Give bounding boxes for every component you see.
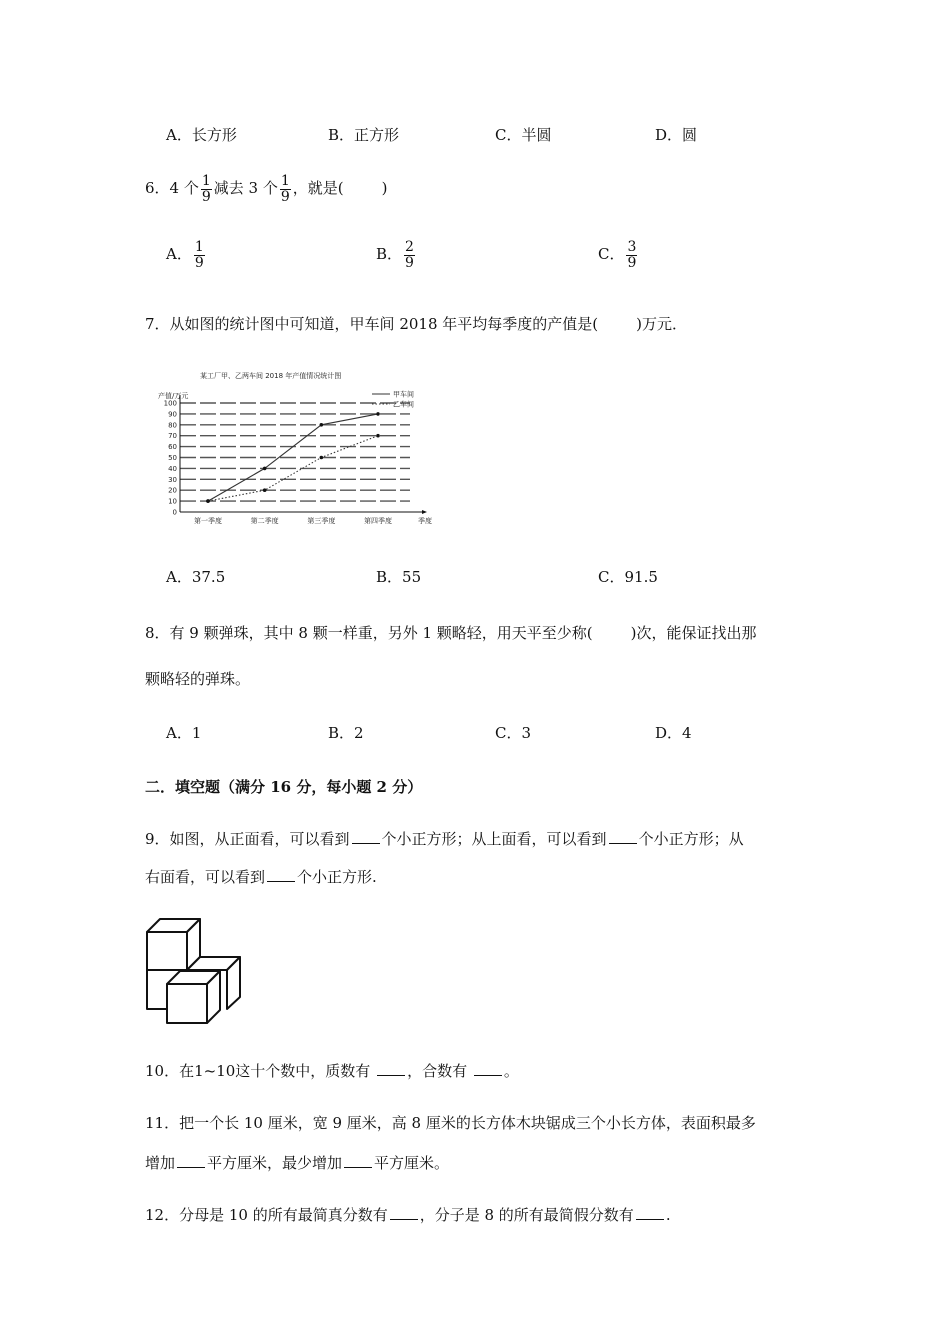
- question-6: [145, 174, 388, 204]
- q6-option-c: C． $\frac{3}{9}$: [598, 239, 637, 271]
- x-tick-label: 第三季度: [307, 517, 336, 525]
- x-tick-label: 第二季度: [250, 517, 279, 525]
- q5-option-c: C．半圆: [495, 126, 552, 144]
- x-axis-arrow: [422, 510, 427, 514]
- y-tick-label: 80: [168, 421, 177, 430]
- q5-option-b: B．正方形: [328, 126, 400, 144]
- q8-option-c: C．3: [495, 724, 532, 742]
- question-11: 11．把一个长 10 厘米，宽 9 厘米，高 8 厘米的长方体木块锯成三个小长方体，表面积最多: [145, 1114, 756, 1132]
- line-chart: [150, 368, 440, 530]
- q6-fraction-2: $\frac{1}{9}$: [280, 173, 290, 205]
- cube-figure: [140, 912, 250, 1030]
- q6-fraction-1: $\frac{1}{9}$: [201, 173, 211, 205]
- question-11-continued: 增加 平方厘米，最少增加 平方厘米。: [145, 1154, 450, 1172]
- q7-option-c: C．91.5: [598, 568, 658, 586]
- question-8: 8．有 9 颗弹珠，其中 8 颗一样重，另外 1 颗略轻，用天平至少称( )次，能保证找出那: [145, 624, 757, 642]
- y-tick-label: 30: [168, 475, 177, 484]
- q8-option-d: D．4: [655, 724, 692, 742]
- question-8-continued: 颗略轻的弹珠。: [145, 670, 251, 688]
- y-tick-label: 60: [168, 443, 177, 452]
- data-point: [376, 412, 380, 416]
- q6-stem-c: ，就是(: [292, 179, 344, 198]
- question-10: 10．在1~10这十个数中，质数有 ，合数有 。: [145, 1062, 519, 1080]
- chart-xlabel: 季度: [418, 517, 432, 525]
- question-9: 9．如图，从正面看，可以看到 个小正方形；从上面看，可以看到 个小正方形；从: [145, 830, 744, 848]
- data-point: [376, 434, 380, 438]
- q6-stem-a: 6．4 个: [145, 179, 199, 198]
- y-tick-label: 90: [168, 410, 177, 419]
- chart-ylabel: 产值/万元: [158, 392, 189, 400]
- q8-option-a: A．1: [166, 724, 202, 742]
- q7-option-b: B．55: [376, 568, 422, 586]
- y-tick-label: 0: [172, 508, 177, 517]
- chart-title: 某工厂甲、乙两车间 2018 年产值情况统计图: [200, 372, 342, 380]
- y-tick-label: 20: [168, 486, 177, 495]
- legend-label: 乙车间: [393, 400, 414, 409]
- q6-stem-d: ): [381, 179, 388, 198]
- data-point: [320, 423, 324, 427]
- question-7: 7．从如图的统计图中可知道，甲车间 2018 年平均每季度的产值是( )万元．: [145, 315, 687, 333]
- q5-option-a: A．长方形: [166, 126, 237, 144]
- section-heading: 二．填空题（满分 16 分，每小题 2 分）: [145, 778, 423, 796]
- y-tick-label: 100: [163, 399, 177, 408]
- legend-label: 甲车间: [393, 390, 414, 399]
- data-point: [320, 456, 324, 460]
- q8-option-b: B．2: [328, 724, 364, 742]
- data-point: [263, 488, 267, 492]
- data-point: [206, 499, 210, 503]
- q7-option-a: A．37.5: [166, 568, 226, 586]
- data-point: [263, 467, 267, 471]
- y-tick-label: 50: [168, 454, 177, 462]
- x-tick-label: 第四季度: [364, 517, 392, 525]
- q5-option-d: D．圆: [655, 126, 698, 144]
- y-tick-label: 70: [168, 432, 177, 441]
- q6-option-a: A． $\frac{1}{9}$: [166, 239, 204, 271]
- q6-option-b: B． $\frac{2}{9}$: [376, 239, 414, 271]
- question-12: 12．分母是 10 的所有最简真分数有 ，分子是 8 的所有最简假分数有 .: [145, 1206, 671, 1224]
- x-tick-label: 第一季度: [194, 517, 222, 525]
- y-tick-label: 10: [168, 497, 177, 506]
- question-9-continued: 右面看，可以看到 个小正方形.: [145, 868, 377, 886]
- y-tick-label: 40: [168, 464, 177, 473]
- q6-stem-b: 减去 3 个: [213, 179, 278, 198]
